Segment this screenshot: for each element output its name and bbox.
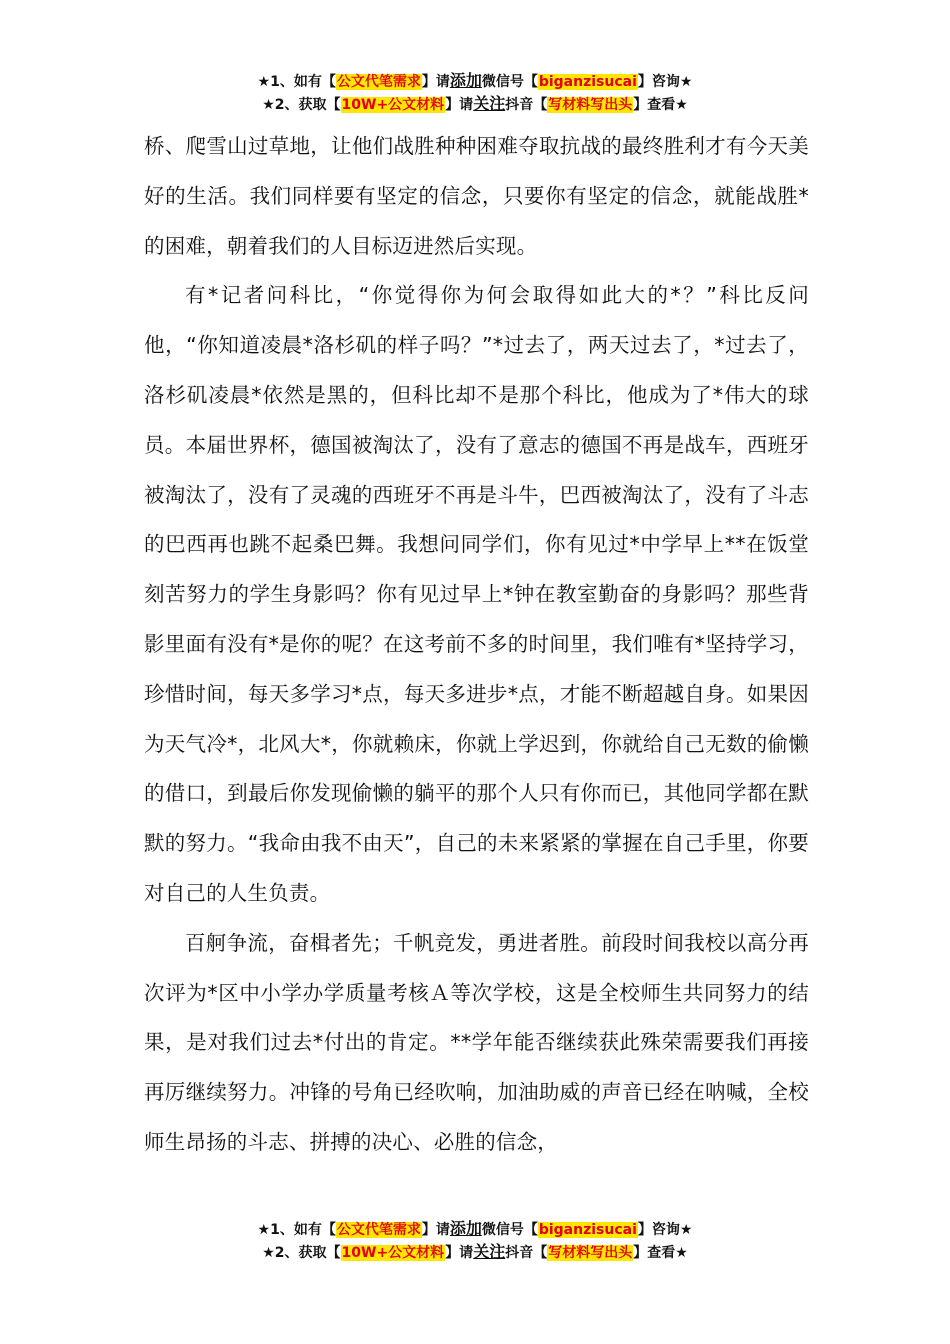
highlight-douyin-account: 写材料写出头 [548,97,633,113]
promo-line-2: ★2、获取【10W+公文材料】请关注抖音【写材料写出头】查看★ [262,1242,688,1261]
highlight-writing-service: 公文代笔需求 [336,74,421,90]
document-body [144,122,809,1168]
paragraph-3: 百舸争流，奋楫者先；千帆竞发，勇进者胜。前段时间我校以高分再次评为*区中小学办学质量考核Ａ等次学校，这是全校师生共同努力的结果，是对我们过去*付出的肯定。**学年能否继续获此殊荣需要我们再接再厉继续努力。冲锋的号角已经吹响，加油助威的声音已经在呐喊，全校师生昂扬的斗志、拼搏的决心、必胜的信念， [144,930,809,1154]
paragraph-1: 桥、爬雪山过草地，让他们战胜种种困难夺取抗战的最终胜利才有今天美好的生活。我们同样要有坚定的信念，只要你有坚定的信念，就能战胜*的困难，朝着我们的人目标迈进然后实现。 [144,134,809,258]
promo-line-2: ★2、获取【10W+公文材料】请关注抖音【写材料写出头】查看★ [262,94,688,113]
promo-line-1: ★1、如有【公文代笔需求】请添加微信号【biganzisucai】咨询★ [257,1219,693,1238]
highlight-materials: 10W+公文材料 [341,1245,445,1261]
promo-line-1: ★1、如有【公文代笔需求】请添加微信号【biganzisucai】咨询★ [257,71,693,90]
highlight-douyin-account: 写材料写出头 [548,1245,633,1261]
promo-banner-top [0,70,950,116]
highlight-materials: 10W+公文材料 [341,97,445,113]
highlight-writing-service: 公文代笔需求 [336,1222,421,1238]
highlight-wechat-id: biganzisucai [538,1222,637,1238]
paragraph-2: 有*记者问科比，“你觉得你为何会取得如此大的*？”科比反问他，“你知道凌晨*洛杉矶的样子吗？”*过去了，两天过去了，*过去了，洛杉矶凌晨*依然是黑的，但科比却不是那个科比，他成为了*伟大的球员。本届世界杯，德国被淘汰了，没有了意志的德国不再是战车，西班牙被淘汰了，没有了灵魂的西班牙不再是斗牛，巴西被淘汰了，没有了斗志的巴西再也跳不起桑巴舞。我想问同学们，你有见过*中学早上**在饭堂刻苦努力的学生身影吗？你有见过早上*钟在教室勤奋的身影吗？那些背影里面有没有*是你的呢？在这考前不多的时间里，我们唯有*坚持学习，珍惜时间，每天多学习*点，每天多进步*点，才能不断超越自身。如果因为天气冷*，北风大*，你就赖床，你就上学迟到，你就给自己无数的偷懒的借口，到最后你发现偷懒的躺平的那个人只有你而已，其他同学都在默默的努力。“我命由我不由天”，自己的未来紧紧的掌握在自己手里，你要对自己的人生负责。 [144,283,809,905]
highlight-wechat-id: biganzisucai [538,74,637,90]
promo-banner-bottom [0,1218,950,1264]
